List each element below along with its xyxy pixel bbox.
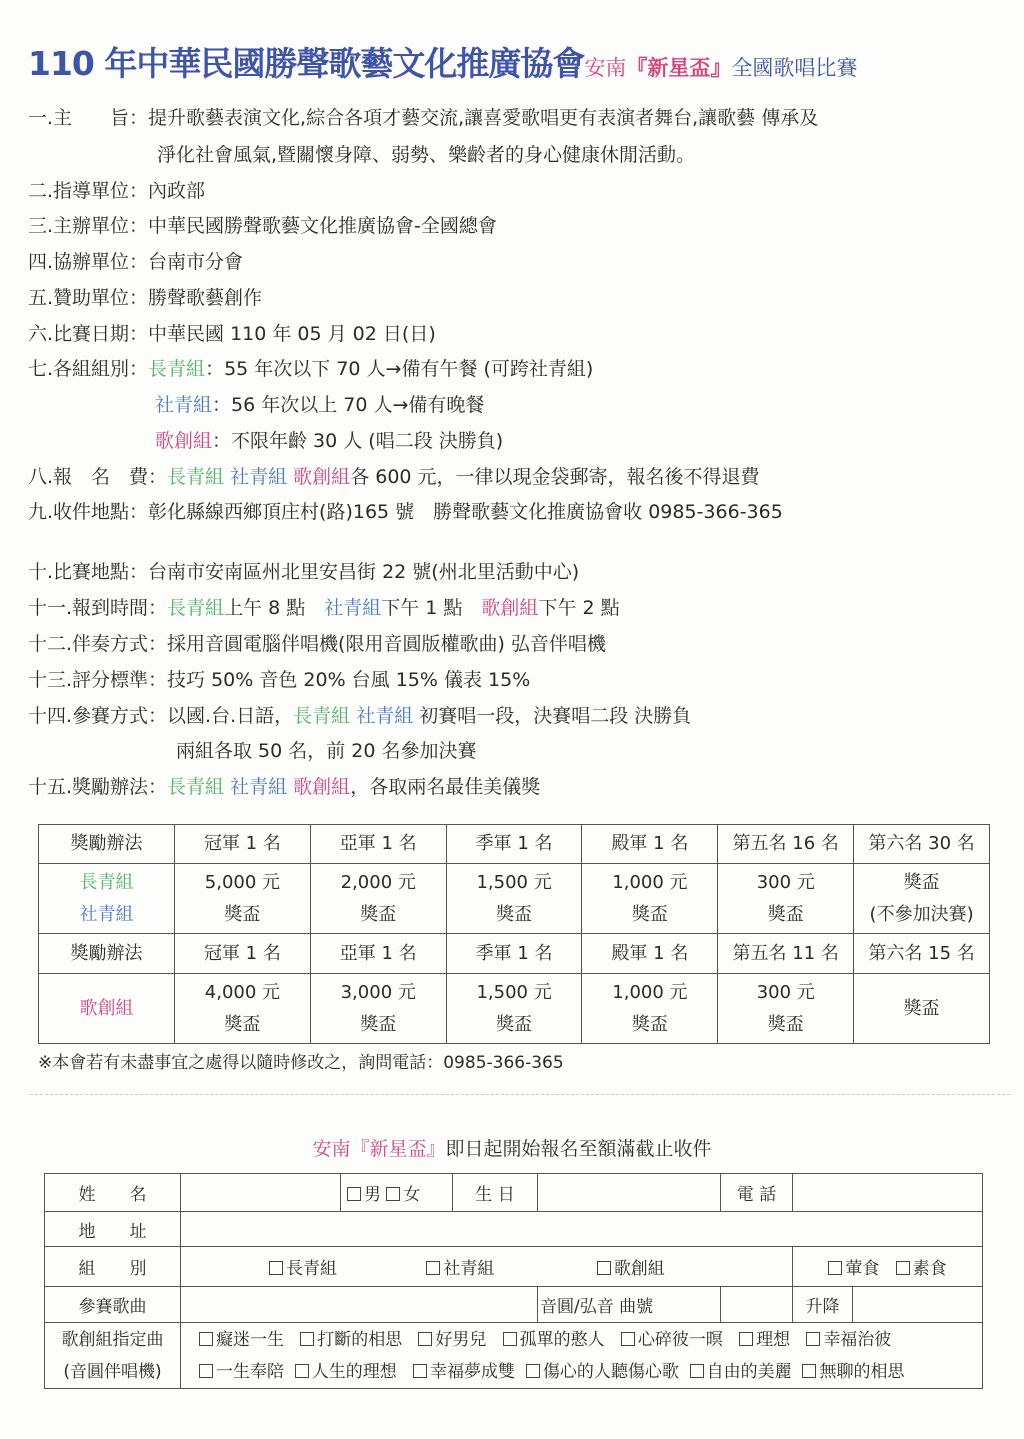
purpose-row — [28, 105, 818, 131]
checkin-row — [28, 595, 620, 621]
sponsor-value: 勝聲歌藝創作 — [148, 287, 263, 309]
song-option: 好男兒 — [435, 1329, 487, 1350]
accompaniment-label: 十二.伴奏方式： — [28, 633, 168, 655]
method-post: 初賽唱一段，決賽唱二段 決勝負 — [413, 705, 692, 727]
purpose-text: 提升歌藝表演文化,綜合各項才藝交流,讓喜愛歌唱更有表演者舞台,讓歌藝 傳承及 — [148, 107, 819, 129]
prize-trophy: 獎盃 — [360, 903, 397, 925]
prize-trophy: 獎盃 — [224, 903, 261, 925]
host-row — [28, 213, 497, 239]
sponsor-row — [28, 285, 262, 311]
prize-header-cell: 冠軍 1 名 — [175, 825, 311, 864]
prize-cell — [310, 974, 446, 1044]
prize-amount: 1,500 元 — [476, 871, 552, 893]
title-event: 全國歌唱比賽 — [731, 56, 858, 80]
birth-field[interactable] — [538, 1174, 721, 1212]
checkin-time2: 下午 1 點 — [381, 597, 482, 619]
guide-row — [28, 178, 205, 204]
song-option: 一生奉陪 — [216, 1361, 284, 1382]
venue-label: 十.比賽地點： — [28, 561, 149, 583]
prize-trophy: 獎盃 — [496, 903, 533, 925]
prize-cell — [310, 864, 446, 934]
registration-title — [0, 1134, 1024, 1161]
host-label: 三.主辦單位： — [28, 215, 149, 237]
prize-note: (不參加決賽) — [869, 903, 974, 925]
prize-header-cell: 殿軍 1 名 — [582, 825, 718, 864]
prize-amount: 2,000 元 — [340, 871, 416, 893]
checkin-label: 十一.報到時間： — [28, 597, 168, 619]
song-option: 無聊的相思 — [819, 1361, 905, 1382]
female-label: 女 — [403, 1185, 421, 1205]
prize-header-cell: 殿軍 1 名 — [582, 934, 718, 974]
form-row-name — [45, 1174, 983, 1212]
song-option: 自由的美麗 — [706, 1361, 792, 1382]
title-main: 110 年中華民國勝聲歌藝文化推廣協會 — [28, 44, 585, 83]
meat-option: 葷食 — [845, 1259, 880, 1279]
prize-header-cell: 季軍 1 名 — [446, 934, 582, 974]
song-option: 癡迷一生 — [216, 1329, 284, 1350]
method-group2: 社青組 — [356, 705, 414, 727]
prize-amount: 300 元 — [756, 871, 815, 893]
guide-label: 二.指導單位： — [28, 180, 149, 202]
prize-trophy: 獎盃 — [496, 1013, 533, 1035]
date-row — [28, 321, 436, 347]
prize-trophy: 獎盃 — [767, 903, 804, 925]
prize-group-a1: 長青組 — [79, 871, 134, 893]
prize-trophy: 獎盃 — [224, 1013, 261, 1035]
award-group3: 歌創組 — [293, 776, 351, 798]
award-group2: 社青組 — [230, 776, 288, 798]
meat-checkbox[interactable] — [828, 1261, 842, 1275]
prize-table — [38, 824, 990, 1044]
prize-amount: 1,000 元 — [612, 871, 688, 893]
prize-cell — [175, 864, 311, 934]
song-option: 孤單的憨人 — [519, 1329, 605, 1350]
fee-group2: 社青組 — [230, 466, 288, 488]
fee-group3: 歌創組 — [293, 466, 351, 488]
method-label: 十四.參賽方式： — [28, 705, 168, 727]
key-label: 升降 — [793, 1287, 853, 1323]
checkin-time1: 上午 8 點 — [224, 597, 325, 619]
title-area: 安南 — [584, 56, 627, 80]
prize-cell — [582, 864, 718, 934]
song-number-label: 音圓/弘音 曲號 — [538, 1287, 721, 1323]
vegetarian-option: 素食 — [912, 1259, 947, 1279]
group2-name: 社青組 — [155, 394, 213, 416]
prize-trophy: 獎盃 — [767, 1013, 804, 1035]
scoring-row — [28, 667, 530, 693]
group1-desc: ：55 年次以下 70 人→備有午餐 (可跨社青組) — [205, 358, 594, 380]
group1-checkbox[interactable] — [269, 1261, 283, 1275]
prize-header-cell: 第五名 16 名 — [718, 825, 854, 864]
prize-amount: 4,000 元 — [204, 981, 281, 1003]
song-checkbox[interactable] — [300, 1332, 314, 1346]
song-option: 打斷的相思 — [317, 1329, 403, 1350]
address-field[interactable] — [181, 1212, 983, 1247]
form-row-designated — [45, 1323, 983, 1389]
group3-row — [155, 428, 503, 454]
mail-label: 九.收件地點： — [28, 501, 149, 523]
birth-label: 生 日 — [453, 1174, 538, 1212]
vegetarian-checkbox[interactable] — [896, 1261, 910, 1275]
song-checkbox[interactable] — [690, 1364, 704, 1378]
venue-row — [28, 559, 579, 585]
prize-amount: 1,000 元 — [612, 981, 688, 1003]
purpose-row-2 — [157, 142, 695, 168]
registration-form — [44, 1173, 983, 1389]
mail-row — [28, 499, 783, 525]
song-checkbox[interactable] — [526, 1364, 540, 1378]
prize-header-cell: 獎勵辦法 — [39, 934, 175, 974]
designated-songs-row-1 — [199, 1324, 976, 1356]
song-option: 心碎彼一暝 — [637, 1329, 723, 1350]
group1-option: 長青組 — [286, 1259, 337, 1279]
prize-header-row-2 — [39, 934, 990, 974]
song-checkbox[interactable] — [621, 1332, 635, 1346]
prize-cell — [175, 974, 311, 1044]
groups-row — [28, 356, 593, 382]
prize-trophy: 獎盃 — [360, 1013, 397, 1035]
registration-title-text: 即日起開始報名至額滿截止收件 — [445, 1138, 712, 1160]
song-checkbox[interactable] — [418, 1332, 432, 1346]
fee-label: 八.報 名 費： — [28, 466, 168, 488]
prize-row-2 — [39, 974, 990, 1044]
prize-group-a2: 社青組 — [79, 903, 134, 925]
group2-option: 社青組 — [443, 1259, 495, 1279]
group-label: 組 別 — [45, 1247, 181, 1287]
co-host-value: 台南市分會 — [148, 251, 244, 273]
song-checkbox[interactable] — [199, 1364, 213, 1378]
method-pre: 以國.台.日語， — [167, 705, 294, 727]
scoring-value: 技巧 50% 音色 20% 台風 15% 儀表 15% — [167, 669, 531, 691]
method-row — [28, 703, 691, 729]
prize-cell — [854, 864, 990, 934]
phone-field[interactable] — [793, 1174, 983, 1212]
prize-trophy: 獎盃 — [631, 1013, 668, 1035]
co-host-label: 四.協辦單位： — [28, 251, 149, 273]
prize-cell — [446, 864, 582, 934]
method-line-2: 兩組各取 50 名，前 20 名參加決賽 — [176, 740, 477, 762]
prize-trophy: 獎盃 — [903, 871, 940, 893]
title-cup: 『新星盃』 — [626, 56, 732, 80]
prize-header-row-1 — [39, 825, 990, 864]
form-row-address — [45, 1212, 983, 1247]
key-field[interactable] — [853, 1287, 983, 1323]
prize-amount: 3,000 元 — [340, 981, 416, 1003]
date-label: 六.比賽日期： — [28, 323, 149, 345]
prize-header-cell: 第六名 30 名 — [854, 825, 990, 864]
method-row-2 — [176, 738, 477, 764]
song-number-field[interactable] — [721, 1287, 793, 1323]
song-option: 幸福治彼 — [823, 1329, 892, 1350]
checkin-group1: 長青組 — [167, 597, 225, 619]
prize-group-b: 歌創組 — [39, 974, 175, 1044]
prize-row-1 — [39, 864, 990, 934]
song-checkbox[interactable] — [806, 1332, 820, 1346]
prize-group-cell — [39, 864, 175, 934]
name-label: 姓 名 — [45, 1174, 181, 1212]
song-checkbox[interactable] — [295, 1364, 309, 1378]
award-post: ，各取兩名最佳美儀獎 — [350, 776, 541, 798]
name-field[interactable] — [181, 1174, 341, 1212]
sponsor-label: 五.贊助單位： — [28, 287, 149, 309]
male-label: 男 — [364, 1185, 381, 1205]
group-options — [181, 1247, 793, 1287]
group2-checkbox[interactable] — [426, 1261, 440, 1275]
prize-trophy: 獎盃 — [854, 974, 990, 1044]
group3-option: 歌創組 — [613, 1259, 665, 1279]
prize-cell — [718, 864, 854, 934]
designated-songs-row-2 — [199, 1356, 976, 1388]
female-checkbox[interactable] — [386, 1187, 400, 1201]
group3-checkbox[interactable] — [597, 1261, 611, 1275]
prize-trophy: 獎盃 — [631, 903, 668, 925]
prize-amount: 300 元 — [756, 981, 815, 1003]
prize-cell — [582, 974, 718, 1044]
page-title — [28, 38, 1018, 85]
form-row-song — [45, 1287, 983, 1323]
prize-cell — [718, 974, 854, 1044]
prize-amount: 1,500 元 — [476, 981, 552, 1003]
venue-value: 台南市安南區州北里安昌街 22 號(州北里活動中心) — [148, 561, 580, 583]
scoring-label: 十三.評分標準： — [28, 669, 168, 691]
designated-songs — [181, 1323, 983, 1389]
song-option: 幸福夢成雙 — [430, 1361, 516, 1382]
form-row-group — [45, 1247, 983, 1287]
male-checkbox[interactable] — [347, 1187, 361, 1201]
group3-name: 歌創組 — [155, 430, 213, 452]
song-checkbox[interactable] — [199, 1332, 213, 1346]
checkin-group2: 社青組 — [324, 597, 382, 619]
designated-label-1: 歌創組指定曲 — [61, 1329, 164, 1350]
fee-desc: 各 600 元，一律以現金袋郵寄，報名後不得退費 — [350, 466, 760, 488]
footnote: ※本會若有未盡事宜之處得以隨時修改之，詢問電話：0985-366-365 — [38, 1053, 564, 1073]
group2-row — [155, 392, 484, 418]
cut-line — [30, 1094, 1010, 1095]
song-field[interactable] — [181, 1287, 538, 1323]
prize-header-cell: 季軍 1 名 — [446, 825, 582, 864]
song-checkbox[interactable] — [802, 1364, 816, 1378]
song-checkbox[interactable] — [739, 1332, 753, 1346]
song-checkbox[interactable] — [413, 1364, 427, 1378]
designated-label-2: (音圓伴唱機) — [63, 1361, 162, 1382]
method-group1: 長青組 — [293, 705, 351, 727]
registration-title-cup: 安南『新星盃』 — [312, 1138, 446, 1160]
host-value: 中華民國勝聲歌藝文化推廣協會-全國總會 — [148, 215, 497, 237]
group2-desc: ：56 年次以上 70 人→備有晚餐 — [212, 394, 485, 416]
guide-value: 內政部 — [148, 180, 206, 202]
song-option: 理想 — [756, 1329, 791, 1350]
groups-label: 七.各組組別： — [28, 358, 149, 380]
award-label: 十五.獎勵辦法： — [28, 776, 168, 798]
purpose-text-2: 淨化社會風氣,暨關懷身障、弱勢、樂齡者的身心健康休閒活動。 — [157, 144, 696, 166]
checkin-time3: 下午 2 點 — [538, 597, 620, 619]
accompaniment-value: 採用音圓電腦伴唱機(限用音圓版權歌曲) 弘音伴唱機 — [167, 633, 606, 655]
prize-header-cell: 亞軍 1 名 — [310, 825, 446, 864]
prize-header-cell: 亞軍 1 名 — [310, 934, 446, 974]
prize-cell — [446, 974, 582, 1044]
date-value: 中華民國 110 年 05 月 02 日(日) — [148, 323, 436, 345]
prize-amount: 5,000 元 — [204, 871, 281, 893]
prize-header-cell: 第六名 15 名 — [854, 934, 990, 974]
group1-name: 長青組 — [148, 358, 206, 380]
checkin-group3: 歌創組 — [481, 597, 539, 619]
song-option: 人生的理想 — [311, 1361, 397, 1382]
gender-field — [341, 1174, 453, 1212]
purpose-label: 一.主 旨： — [28, 107, 149, 129]
prize-header-cell: 獎勵辦法 — [39, 825, 175, 864]
award-group1: 長青組 — [167, 776, 225, 798]
group3-desc: ：不限年齡 30 人 (唱二段 決勝負) — [212, 430, 504, 452]
co-host-row — [28, 249, 243, 275]
award-row — [28, 774, 540, 800]
song-checkbox[interactable] — [503, 1332, 517, 1346]
designated-label — [45, 1323, 181, 1389]
meal-options — [793, 1247, 983, 1287]
song-option: 傷心的人聽傷心歌 — [542, 1361, 679, 1382]
mail-value: 彰化縣線西鄉頂庄村(路)165 號 勝聲歌藝文化推廣協會收 0985-366-365 — [148, 501, 783, 523]
fee-row — [28, 464, 760, 490]
fee-group1: 長青組 — [167, 466, 225, 488]
song-label: 參賽歌曲 — [45, 1287, 181, 1323]
phone-label: 電 話 — [721, 1174, 793, 1212]
accompaniment-row — [28, 631, 606, 657]
address-label: 地 址 — [45, 1212, 181, 1247]
prize-header-cell: 冠軍 1 名 — [175, 934, 311, 974]
prize-header-cell: 第五名 11 名 — [718, 934, 854, 974]
